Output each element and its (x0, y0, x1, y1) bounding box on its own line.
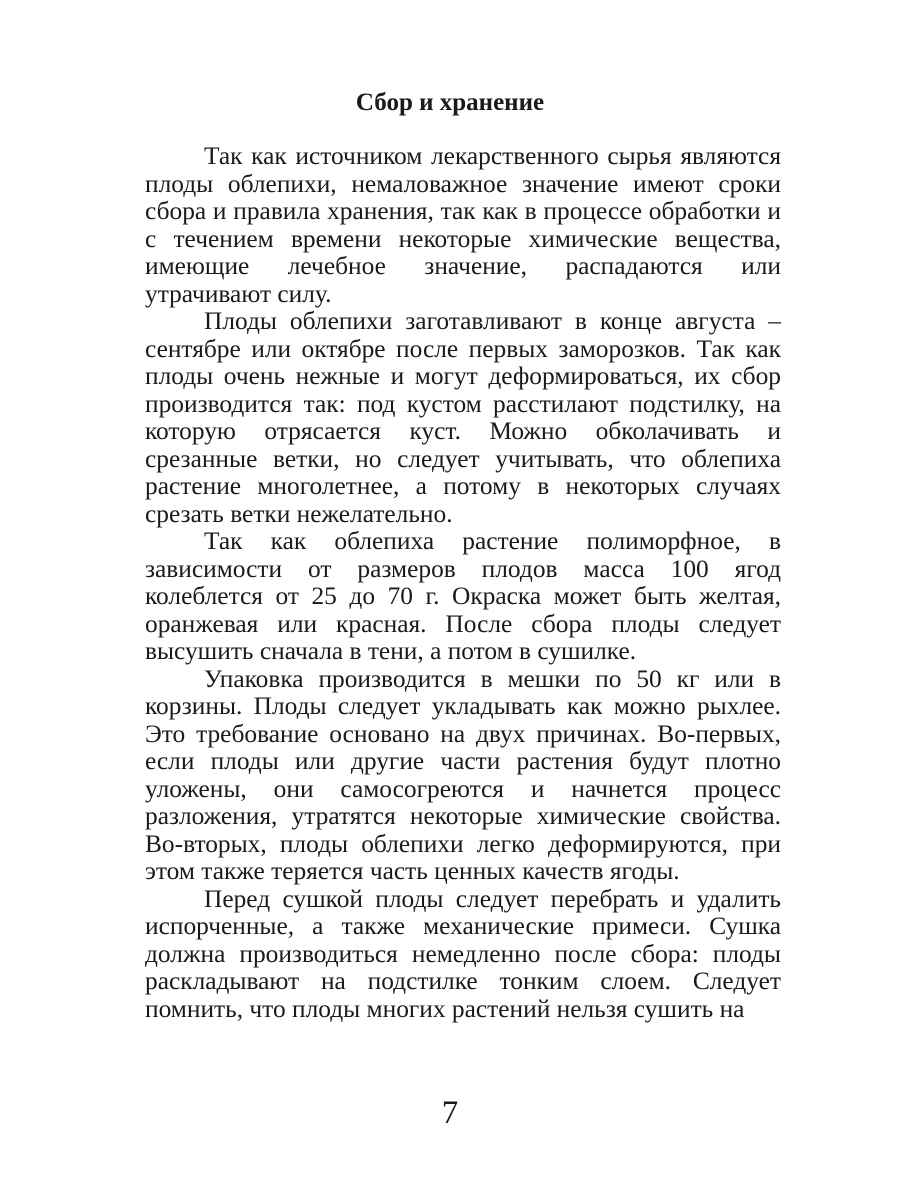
paragraph: Перед сушкой плоды следует перебрать и удалить испорченные, а также механические примеси. Сушка должна производиться немедленно после сбора: плоды раскладывают на подстилке тонким слоем. Следует помнить, что плоды многих растений нельзя сушить на (145, 884, 781, 1023)
paragraph: Упаковка производится в мешки по 50 кг или в корзины. Плоды следует укладывать как можно рыхлее. Это требование основано на двух причинах. Во-первых, если плоды или другие части растения будут плотно уложены, они самосогреются и начнется процесс разложения, утратятся некоторые химические свойства. Во-вторых, плоды облепихи легко деформируются, при этом также теряется часть ценных качеств ягоды. (145, 664, 781, 885)
page-number: 7 (441, 1095, 459, 1131)
body-text (145, 143, 781, 1023)
paragraph: Плоды облепихи заготавливают в конце августа – сентябре или октябре после первых заморозков. Так как плоды очень нежные и могут деформироваться, их сбор производится так: под кустом расстилают подстилку, на которую отрясается куст. Можно обколачивать и срезанные ветки, но следует учитывать, что облепиха растение многолетнее, а потому в некоторых случаях срезать ветки нежелательно. (145, 307, 781, 528)
paragraph: Так как облепиха растение полиморфное, в зависимости от размеров плодов масса 100 ягод колеблется от 25 до 70 г. Окраска может быть желтая, оранжевая или красная. После сбора плоды следует высушить сначала в тени, а потом в сушилке. (145, 527, 781, 665)
section-title: Сбор и хранение (355, 89, 545, 116)
paragraph: Так как источником лекарственного сырья являются плоды облепихи, немаловажное значение имеют сроки сбора и правила хранения, так как в процессе обработки и с течением времени некоторые химические вещества, имеющие лечебное значение, распадаются или утрачивают силу. (145, 142, 781, 308)
